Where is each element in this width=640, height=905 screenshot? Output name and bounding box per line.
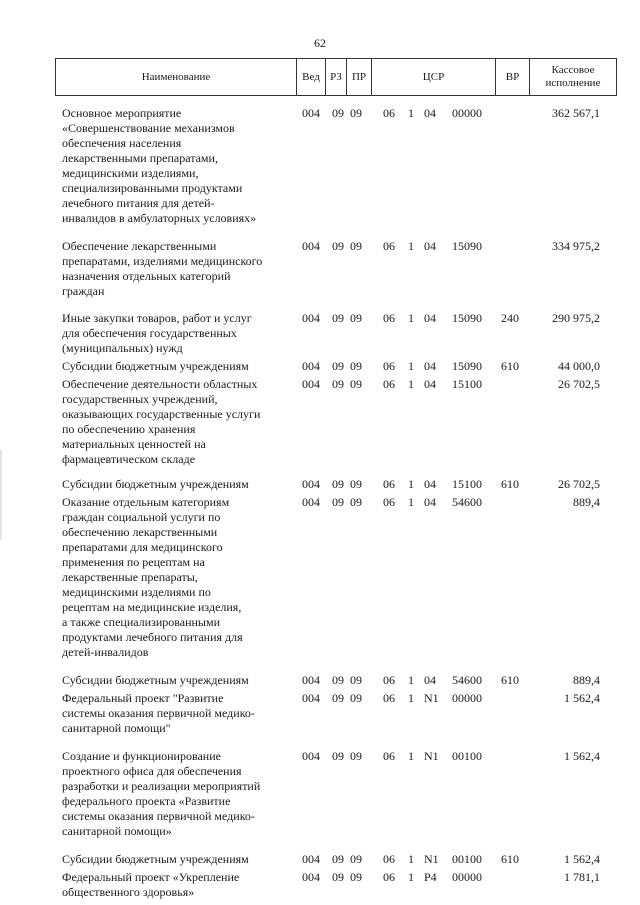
cell-csr4: 00000 bbox=[452, 870, 482, 884]
cell-pr: 09 bbox=[350, 495, 362, 509]
cell-rz: 09 bbox=[332, 870, 344, 884]
cell-rz: 09 bbox=[332, 852, 344, 866]
header-vr: ВР bbox=[496, 59, 530, 95]
cell-amount: 889,4 bbox=[573, 495, 600, 509]
row-name-line: разработки и реализации мероприятий bbox=[62, 779, 261, 793]
cell-csr3: P4 bbox=[424, 870, 437, 884]
row-name bbox=[62, 311, 290, 356]
cell-amount: 26 702,5 bbox=[558, 477, 600, 491]
row-name-line: общественного здоровья» bbox=[62, 885, 195, 899]
cell-amount: 1 562,4 bbox=[564, 691, 600, 705]
cell-csr4: 15090 bbox=[452, 239, 482, 253]
row-name-line: системы оказания первичной медико- bbox=[62, 809, 255, 823]
cell-amount: 44 000,0 bbox=[558, 359, 600, 373]
cell-rz: 09 bbox=[332, 311, 344, 325]
cell-csr4: 15090 bbox=[452, 311, 482, 325]
row-name-line: а также специализированными bbox=[62, 615, 221, 629]
row-name-line: Создание и функционирование bbox=[62, 749, 221, 763]
row-name-line: санитарной помощи" bbox=[62, 721, 171, 735]
cell-csr3: 04 bbox=[424, 239, 436, 253]
row-name-line: Оказание отдельным категориям bbox=[62, 495, 230, 509]
cell-vr: 610 bbox=[501, 673, 519, 687]
cell-amount: 1 781,1 bbox=[564, 870, 600, 884]
cell-ved: 004 bbox=[302, 673, 320, 687]
row-name-line: Субсидии бюджетным учреждениям bbox=[62, 477, 249, 491]
row-name-line: материальных ценностей на bbox=[62, 437, 206, 451]
row-name-line: Обеспечение лекарственными bbox=[62, 239, 217, 253]
row-name-line: системы оказания первичной медико- bbox=[62, 706, 255, 720]
row-name-line: для обеспечения государственных bbox=[62, 326, 237, 340]
row-name bbox=[62, 359, 290, 374]
cell-amount: 889,4 bbox=[573, 673, 600, 687]
cell-csr1: 06 bbox=[383, 870, 395, 884]
row-name-line: Субсидии бюджетным учреждениям bbox=[62, 852, 249, 866]
table-header bbox=[55, 58, 617, 96]
row-name-line: продуктами лечебного питания для bbox=[62, 630, 243, 644]
cell-rz: 09 bbox=[332, 749, 344, 763]
row-name-line: медицинскими изделиями, bbox=[62, 166, 199, 180]
row-name-line: государственных учреждений, bbox=[62, 392, 218, 406]
cell-rz: 09 bbox=[332, 359, 344, 373]
cell-csr1: 06 bbox=[383, 691, 395, 705]
cell-csr1: 06 bbox=[383, 377, 395, 391]
cell-csr4: 54600 bbox=[452, 673, 482, 687]
row-name bbox=[62, 477, 290, 492]
table-row bbox=[0, 311, 640, 356]
cell-pr: 09 bbox=[350, 377, 362, 391]
cell-vr: 240 bbox=[501, 311, 519, 325]
row-name-line: назначения отдельных категорий bbox=[62, 269, 231, 283]
table-row bbox=[0, 495, 640, 660]
row-name-line: санитарной помощи» bbox=[62, 824, 172, 838]
cell-amount: 26 702,5 bbox=[558, 377, 600, 391]
cell-pr: 09 bbox=[350, 311, 362, 325]
table-row bbox=[0, 239, 640, 299]
cell-pr: 09 bbox=[350, 106, 362, 120]
cell-ved: 004 bbox=[302, 870, 320, 884]
table-row bbox=[0, 749, 640, 839]
row-name-line: по обеспечению хранения bbox=[62, 422, 196, 436]
page-number: 62 bbox=[314, 36, 326, 50]
row-name-line: (муниципальных) нужд bbox=[62, 341, 183, 355]
cell-pr: 09 bbox=[350, 673, 362, 687]
cell-csr3: 04 bbox=[424, 106, 436, 120]
cell-csr2: 1 bbox=[408, 495, 414, 509]
row-name-line: применения по рецептам на bbox=[62, 555, 205, 569]
table-row bbox=[0, 691, 640, 736]
cell-csr1: 06 bbox=[383, 359, 395, 373]
cell-pr: 09 bbox=[350, 239, 362, 253]
row-name-line: обеспечению лекарственными bbox=[62, 525, 218, 539]
row-name-line: граждан социальной услуги по bbox=[62, 510, 221, 524]
cell-ved: 004 bbox=[302, 749, 320, 763]
header-ved: Вед bbox=[297, 59, 326, 95]
row-name bbox=[62, 852, 290, 867]
row-name bbox=[62, 106, 290, 226]
cell-csr1: 06 bbox=[383, 749, 395, 763]
cell-vr: 610 bbox=[501, 359, 519, 373]
row-name-line: Обеспечение деятельности областных bbox=[62, 377, 258, 391]
table-row bbox=[0, 673, 640, 688]
row-name-line: Федеральный проект «Укрепление bbox=[62, 870, 240, 884]
cell-csr3: 04 bbox=[424, 673, 436, 687]
row-name-line: рецептам на медицинские изделия, bbox=[62, 600, 242, 614]
cell-ved: 004 bbox=[302, 495, 320, 509]
row-name-line: препаратами для медицинского bbox=[62, 540, 223, 554]
cell-csr3: 04 bbox=[424, 477, 436, 491]
cell-vr: 610 bbox=[501, 852, 519, 866]
cell-rz: 09 bbox=[332, 106, 344, 120]
cell-csr4: 00000 bbox=[452, 106, 482, 120]
cell-pr: 09 bbox=[350, 852, 362, 866]
cell-csr2: 1 bbox=[408, 749, 414, 763]
row-name bbox=[62, 377, 290, 467]
header-amount: Кассовое исполнение bbox=[530, 59, 617, 95]
cell-csr2: 1 bbox=[408, 673, 414, 687]
table-row bbox=[0, 477, 640, 492]
row-name bbox=[62, 239, 290, 299]
table-row bbox=[0, 870, 640, 900]
cell-ved: 004 bbox=[302, 377, 320, 391]
table-body bbox=[0, 106, 640, 900]
cell-ved: 004 bbox=[302, 106, 320, 120]
cell-pr: 09 bbox=[350, 691, 362, 705]
cell-ved: 004 bbox=[302, 852, 320, 866]
cell-amount: 334 975,2 bbox=[552, 239, 600, 253]
row-name-line: лекарственные препараты, bbox=[62, 570, 198, 584]
header-name: Наименование bbox=[56, 59, 297, 95]
row-name-line: Иные закупки товаров, работ и услуг bbox=[62, 311, 252, 325]
cell-csr4: 54600 bbox=[452, 495, 482, 509]
cell-csr2: 1 bbox=[408, 691, 414, 705]
cell-pr: 09 bbox=[350, 359, 362, 373]
cell-rz: 09 bbox=[332, 239, 344, 253]
header-rz: РЗ bbox=[326, 59, 347, 95]
cell-csr3: N1 bbox=[424, 749, 439, 763]
cell-ved: 004 bbox=[302, 359, 320, 373]
cell-csr4: 15090 bbox=[452, 359, 482, 373]
cell-csr4: 15100 bbox=[452, 477, 482, 491]
cell-ved: 004 bbox=[302, 691, 320, 705]
cell-csr1: 06 bbox=[383, 495, 395, 509]
cell-rz: 09 bbox=[332, 495, 344, 509]
cell-csr4: 00000 bbox=[452, 691, 482, 705]
header-pr: ПР bbox=[347, 59, 372, 95]
cell-ved: 004 bbox=[302, 477, 320, 491]
row-name-line: специализированными продуктами bbox=[62, 181, 243, 195]
cell-csr1: 06 bbox=[383, 673, 395, 687]
cell-csr2: 1 bbox=[408, 377, 414, 391]
cell-csr2: 1 bbox=[408, 239, 414, 253]
cell-rz: 09 bbox=[332, 377, 344, 391]
table-row bbox=[0, 106, 640, 226]
row-name-line: обеспечения населения bbox=[62, 136, 182, 150]
cell-csr3: 04 bbox=[424, 359, 436, 373]
row-name bbox=[62, 691, 290, 736]
cell-csr2: 1 bbox=[408, 359, 414, 373]
row-name-line: проектного офиса для обеспечения bbox=[62, 764, 242, 778]
cell-ved: 004 bbox=[302, 311, 320, 325]
row-name-line: Субсидии бюджетным учреждениям bbox=[62, 359, 249, 373]
row-name-line: граждан bbox=[62, 284, 105, 298]
row-name bbox=[62, 749, 290, 839]
row-name-line: оказывающих государственные услуги bbox=[62, 407, 261, 421]
row-name-line: «Совершенствование механизмов bbox=[62, 121, 235, 135]
cell-rz: 09 bbox=[332, 477, 344, 491]
cell-csr4: 00100 bbox=[452, 852, 482, 866]
cell-csr2: 1 bbox=[408, 311, 414, 325]
cell-csr1: 06 bbox=[383, 852, 395, 866]
row-name-line: инвалидов в амбулаторных условиях» bbox=[62, 211, 257, 225]
cell-csr3: 04 bbox=[424, 377, 436, 391]
cell-csr1: 06 bbox=[383, 311, 395, 325]
cell-amount: 1 562,4 bbox=[564, 852, 600, 866]
row-name bbox=[62, 673, 290, 688]
row-name-line: фармацевтическом складе bbox=[62, 452, 196, 466]
row-name bbox=[62, 495, 290, 660]
cell-csr3: 04 bbox=[424, 311, 436, 325]
cell-csr1: 06 bbox=[383, 239, 395, 253]
header-csr: ЦСР bbox=[372, 59, 496, 95]
row-name-line: Субсидии бюджетным учреждениям bbox=[62, 673, 249, 687]
cell-csr4: 00100 bbox=[452, 749, 482, 763]
cell-pr: 09 bbox=[350, 477, 362, 491]
cell-csr3: 04 bbox=[424, 495, 436, 509]
table-row bbox=[0, 359, 640, 374]
row-name-line: Федеральный проект "Развитие bbox=[62, 691, 224, 705]
cell-amount: 290 975,2 bbox=[552, 311, 600, 325]
cell-rz: 09 bbox=[332, 691, 344, 705]
row-name-line: детей-инвалидов bbox=[62, 645, 149, 659]
cell-csr4: 15100 bbox=[452, 377, 482, 391]
row-name-line: федерального проекта «Развитие bbox=[62, 794, 231, 808]
scan-margin-mark bbox=[0, 450, 2, 540]
table-row bbox=[0, 377, 640, 467]
cell-csr2: 1 bbox=[408, 106, 414, 120]
row-name-line: медицинскими изделиями по bbox=[62, 585, 211, 599]
row-name-line: препаратами, изделиями медицинского bbox=[62, 254, 263, 268]
row-name-line: Основное мероприятие bbox=[62, 106, 182, 120]
cell-amount: 362 567,1 bbox=[552, 106, 600, 120]
cell-pr: 09 bbox=[350, 870, 362, 884]
row-name bbox=[62, 870, 290, 900]
cell-csr1: 06 bbox=[383, 477, 395, 491]
cell-rz: 09 bbox=[332, 673, 344, 687]
cell-csr2: 1 bbox=[408, 870, 414, 884]
row-name-line: лекарственными препаратами, bbox=[62, 151, 218, 165]
row-name-line: лечебного питания для детей- bbox=[62, 196, 215, 210]
cell-csr3: N1 bbox=[424, 852, 439, 866]
cell-csr2: 1 bbox=[408, 852, 414, 866]
cell-csr1: 06 bbox=[383, 106, 395, 120]
cell-csr2: 1 bbox=[408, 477, 414, 491]
table-row bbox=[0, 852, 640, 867]
cell-csr3: N1 bbox=[424, 691, 439, 705]
cell-ved: 004 bbox=[302, 239, 320, 253]
cell-pr: 09 bbox=[350, 749, 362, 763]
cell-amount: 1 562,4 bbox=[564, 749, 600, 763]
cell-vr: 610 bbox=[501, 477, 519, 491]
